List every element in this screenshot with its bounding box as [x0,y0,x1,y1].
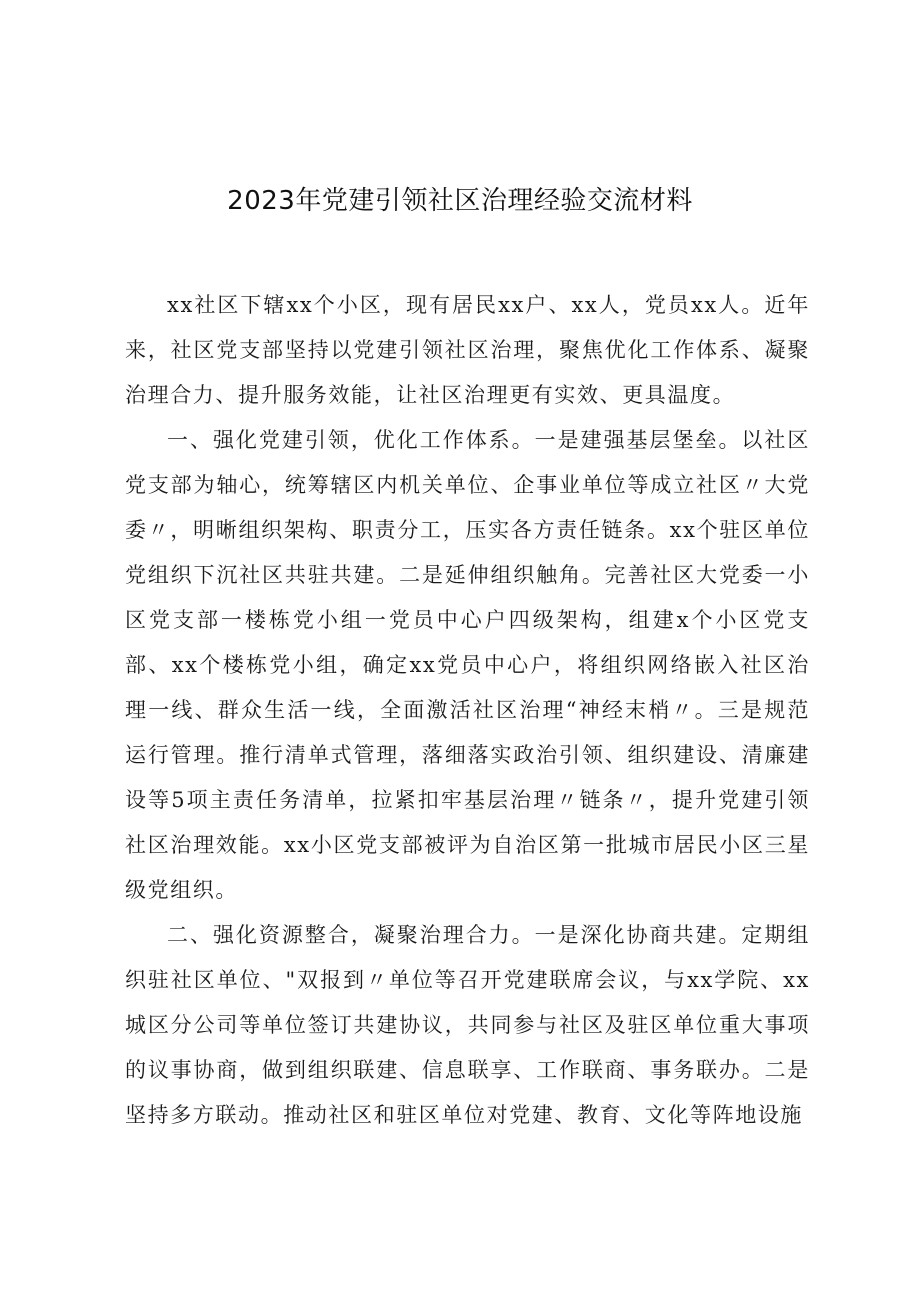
document-body [125,283,810,1138]
paragraph-section-two: 二、强化资源整合，凝聚治理合力。一是深化协商共建。定期组织驻社区单位、"双报到〃单位等召开党建联席会议，与xx学院、xx城区分公司等单位签订共建协议，共同参与社区及驻区单位重大事项的议事协商，做到组织联建、信息联享、工作联商、事务联办。二是坚持多方联动。推动社区和驻区单位对党建、教育、文化等阵地设施 [125,923,810,1127]
paragraph-section-one: 一、强化党建引领，优化工作体系。一是建强基层堡垒。以社区党支部为轴心，统筹辖区内机关单位、企事业单位等成立社区〃大党委〃，明晰组织架构、职责分工，压实各方责任链条。xx个驻区单位党组织下沉社区共驻共建。二是延伸组织触角。完善社区大党委一小区党支部一楼栋党小组一党员中心户四级架构，组建x个小区党支部、xx个楼栋党小组，确定xx党员中心户，将组织网络嵌入社区治理一线、群众生活一线，全面激活社区治理“神经末梢〃。三是规范运行管理。推行清单式管理，落细落实政治引领、组织建设、清廉建设等5项主责任务清单，拉紧扣牢基层治理〃链条〃，提升党建引领社区治理效能。xx小区党支部被评为自治区第一批城市居民小区三星级党组织。 [125,428,810,902]
document-title: 2023年党建引领社区治理经验交流材料 [227,186,693,216]
paragraph-intro: xx社区下辖xx个小区，现有居民xx户、xx人，党员xx人。近年来，社区党支部坚持以党建引领社区治理，聚焦优化工作体系、凝聚治理合力、提升服务效能，让社区治理更有实效、更具温度。 [125,293,810,407]
